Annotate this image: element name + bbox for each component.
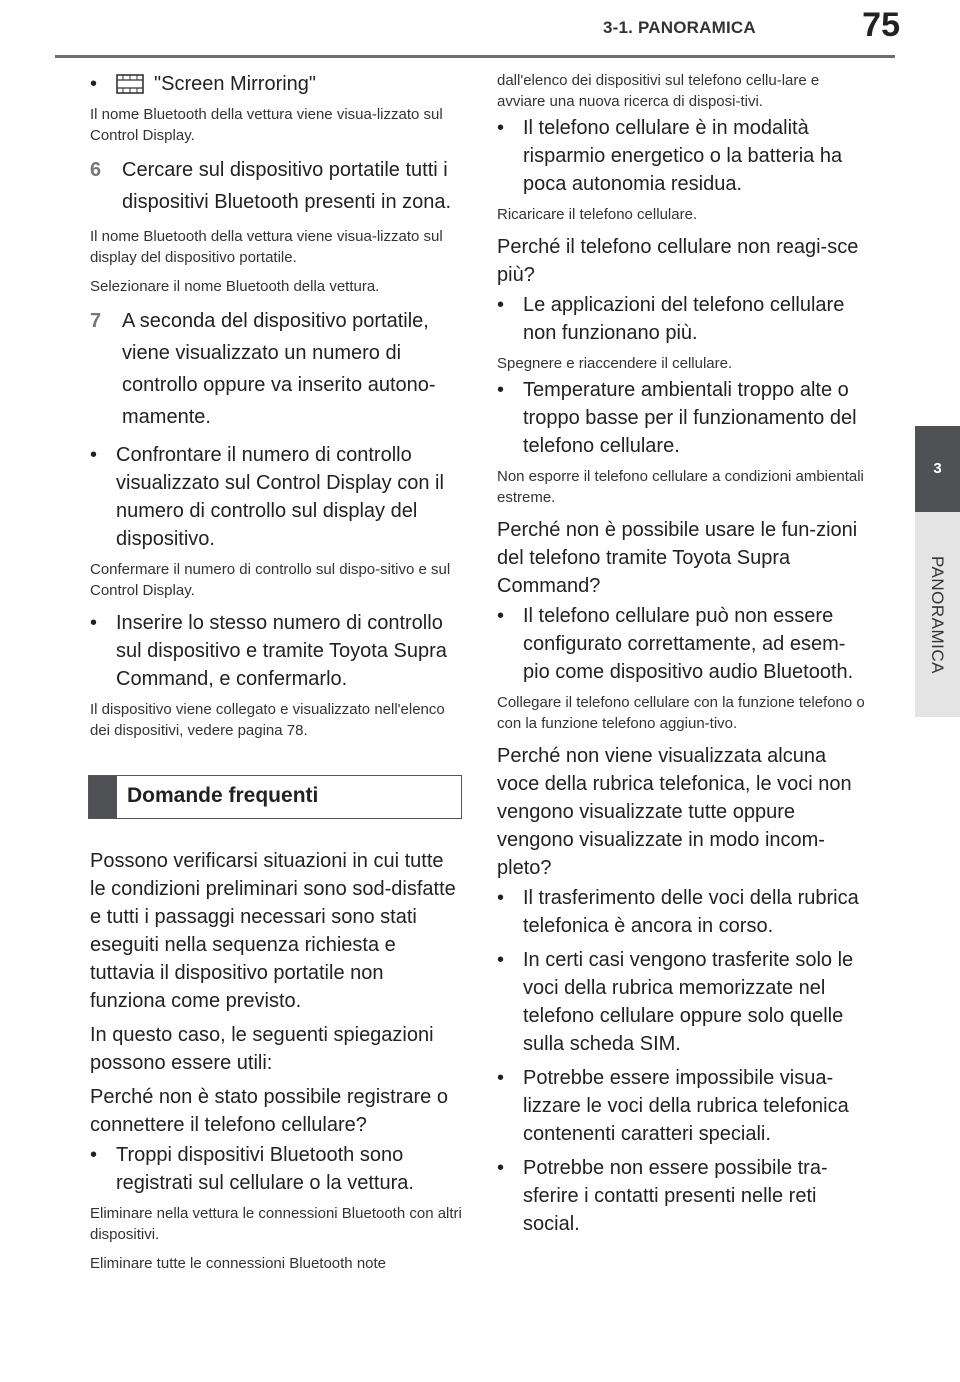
page-number: 75 — [862, 6, 900, 44]
bullet-text: In certi casi vengono trasferite solo le voci della rubrica memorizzate nel telefono cellulare oppure solo quelle sulla scheda SIM. — [523, 949, 854, 1055]
bullet-dot: • — [497, 605, 505, 627]
bullet-dot: • — [90, 444, 98, 466]
bullet-text: Le applicazioni del telefono cellulare non funzionano più. — [523, 294, 845, 344]
left-column — [90, 70, 462, 1282]
screen-mirroring-item — [90, 70, 462, 98]
screen-mirroring-icon — [116, 74, 144, 94]
bullet-item — [90, 609, 462, 693]
paragraph: Confermare il numero di controllo sul dispo-sitivo e sul Control Display. — [90, 561, 451, 599]
bullet-dot: • — [497, 949, 505, 971]
section-title: 3-1. PANORAMICA — [603, 18, 756, 37]
bullet-dot: • — [90, 1144, 98, 1166]
step-number: 7 — [90, 310, 102, 332]
bullet-text: Confrontare il numero di controllo visualizzato sul Control Display con il numero di controllo sul display del dispositivo. — [116, 444, 444, 550]
bullet-text: Il telefono cellulare può non essere configurato correttamente, ad esem-pio come dispositivo audio Bluetooth. — [523, 605, 854, 683]
bullet-text: Inserire lo stesso numero di controllo sul dispositivo e tramite Toyota Supra Command, e confermarlo. — [116, 612, 447, 690]
step-text: A seconda del dispositivo portatile, viene visualizzato un numero di controllo oppure va inserito autono-mamente. — [122, 310, 436, 428]
question: Perché non viene visualizzata alcuna voce della rubrica telefonica, le voci non vengono visualizzate tutte oppure vengono visualizzate in modo incom-pleto? — [497, 745, 852, 879]
bullet-text: Temperature ambientali troppo alte o troppo basse per il funzionamento del telefono cellulare. — [523, 379, 857, 457]
step-7 — [90, 305, 462, 433]
paragraph: Spegnere e riaccendere il cellulare. — [497, 355, 733, 372]
header-rule — [55, 55, 895, 58]
bullet-dot: • — [497, 379, 505, 401]
bullet-text: Il telefono cellulare è in modalità risparmio energetico o la batteria ha poca autonomia residua. — [523, 117, 843, 195]
question: Perché non è stato possibile registrare o connettere il telefono cellulare? — [90, 1086, 448, 1136]
bullet-item — [497, 376, 869, 460]
bullet-item — [497, 1064, 869, 1148]
bullet-text: Potrebbe essere impossibile visua-lizzare le voci della rubrica telefonica contenenti caratteri speciali. — [523, 1067, 849, 1145]
step-text: Cercare sul dispositivo portatile tutti i dispositivi Bluetooth presenti in zona. — [122, 159, 452, 213]
bullet-dot: • — [497, 294, 505, 316]
bullet-dot: • — [90, 73, 98, 95]
bullet-text: Troppi dispositivi Bluetooth sono registrati sul cellulare o la vettura. — [116, 1144, 414, 1194]
bullet-dot: • — [497, 117, 505, 139]
chapter-tab — [915, 426, 960, 512]
heading-label: Domande frequenti — [127, 784, 319, 807]
paragraph: Possono verificarsi situazioni in cui tutte le condizioni preliminari sono sod-disfatte e tutti i passaggi necessari sono stati eseguiti nella sequenza richiesta e tuttavia il dispositivo portatile non funziona come previsto. — [90, 850, 456, 1012]
bullet-item — [497, 884, 869, 940]
bullet-item — [497, 602, 869, 686]
bullet-item — [497, 114, 869, 198]
bullet-dot: • — [90, 612, 98, 634]
paragraph: dall'elenco dei dispositivi sul telefono cellu-lare e avviare una nuova ricerca di disposi-tivi. — [497, 72, 820, 110]
screen-mirroring-label: "Screen Mirroring" — [154, 73, 317, 95]
paragraph: Il dispositivo viene collegato e visualizzato nell'elenco dei dispositivi, vedere pagina 78. — [90, 701, 445, 739]
chapter-label-box — [926, 522, 948, 707]
step-6 — [90, 154, 462, 218]
bullet-dot: • — [497, 1157, 505, 1179]
paragraph: Non esporre il telefono cellulare a condizioni ambientali estreme. — [497, 468, 864, 506]
section-heading — [88, 775, 462, 819]
paragraph: Selezionare il nome Bluetooth della vettura. — [90, 278, 380, 295]
bullet-item — [497, 291, 869, 347]
question: Perché il telefono cellulare non reagi-sce più? — [497, 236, 859, 286]
paragraph: Collegare il telefono cellulare con la funzione telefono o con la funzione telefono aggiun-tivo. — [497, 694, 865, 732]
paragraph: Il nome Bluetooth della vettura viene visua-lizzato sul Control Display. — [90, 106, 443, 144]
bullet-item — [90, 1141, 462, 1197]
paragraph: Eliminare tutte le connessioni Bluetooth note — [90, 1255, 387, 1272]
bullet-item — [497, 946, 869, 1058]
chapter-label: PANORAMICA — [928, 555, 947, 674]
paragraph: Eliminare nella vettura le connessioni Bluetooth con altri dispositivi. — [90, 1205, 462, 1243]
step-number: 6 — [90, 159, 102, 181]
paragraph: In questo caso, le seguenti spiegazioni possono essere utili: — [90, 1024, 434, 1074]
bullet-dot: • — [497, 1067, 505, 1089]
right-column — [497, 70, 869, 1244]
bullet-text: Il trasferimento delle voci della rubrica telefonica è ancora in corso. — [523, 887, 859, 937]
bullet-item — [497, 1154, 869, 1238]
bullet-text: Potrebbe non essere possibile tra-sferire i contatti presenti nelle reti social. — [523, 1157, 828, 1235]
paragraph: Ricaricare il telefono cellulare. — [497, 206, 698, 223]
bullet-item — [90, 441, 462, 553]
heading-bar — [89, 776, 117, 818]
bullet-dot: • — [497, 887, 505, 909]
paragraph: Il nome Bluetooth della vettura viene visua-lizzato sul display del dispositivo portatile. — [90, 228, 443, 266]
chapter-number: 3 — [933, 460, 942, 477]
question: Perché non è possibile usare le fun-zioni del telefono tramite Toyota Supra Command? — [497, 519, 858, 597]
